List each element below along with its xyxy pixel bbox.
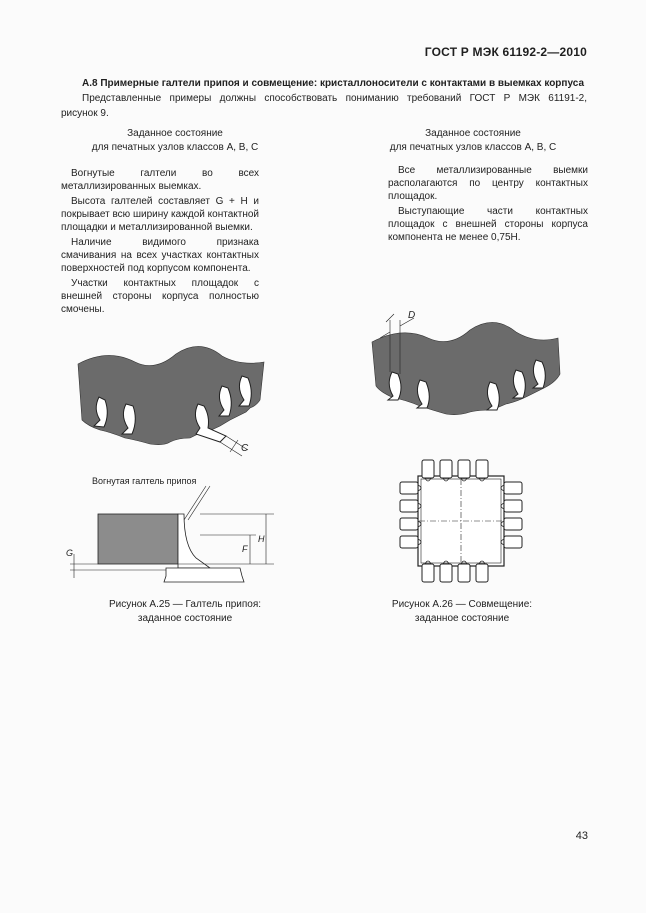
left-state-title: Заданное состояние	[127, 128, 223, 139]
component-body	[78, 346, 264, 444]
caption-line: Рисунок А.26 — Совмещение:	[391, 599, 533, 610]
label-c: C	[241, 443, 249, 454]
caption-line: заданное состояние	[414, 613, 510, 624]
fillet-callout: Вогнутая галтель припоя	[92, 476, 197, 486]
left-paragraph: Вогнутые галтели во всех металлизированных выемках.	[61, 168, 259, 192]
figure-a25-terminations	[70, 342, 280, 462]
figure-a25-caption	[70, 598, 300, 626]
left-paragraph: Высота галтелей составляет G + H и покрывает всю ширину каждой контактной площадки и металлизированной выемки.	[61, 196, 259, 233]
contact-pad	[164, 568, 244, 582]
figure-a26-terminations	[366, 304, 590, 428]
label-g: G	[66, 548, 74, 558]
right-paragraph: Все металлизированные выемки располагаются по центру контактных площадок.	[388, 165, 588, 202]
left-paragraph: Наличие видимого признака смачивания на всех участках контактных поверхностей под корпусом компонента.	[61, 237, 259, 274]
figure-a26-top-view	[396, 454, 526, 588]
figure-a26-caption	[352, 598, 572, 626]
caption-line: заданное состояние	[137, 613, 233, 624]
label-h: H	[258, 534, 265, 544]
intro-paragraph	[61, 92, 587, 121]
right-state-heading	[359, 127, 587, 155]
caption-line: Рисунок А.25 — Галтель припоя:	[108, 599, 262, 610]
left-state-subtitle: для печатных узлов классов А, В, С	[91, 142, 259, 153]
component-side	[98, 514, 178, 564]
figure-a25-side-view	[50, 472, 280, 592]
left-paragraph: Участки контактных площадок с внешней стороны корпуса полностью смочены.	[61, 278, 259, 315]
solder-fillet	[178, 514, 210, 568]
right-column-text	[388, 164, 588, 246]
document-header: ГОСТ Р МЭК 61192-2—2010	[424, 45, 587, 59]
page-number: 43	[575, 830, 588, 842]
intro-line-2: рисунок 9.	[61, 107, 109, 119]
intro-line-1: Представленные примеры должны способствовать пониманию требований ГОСТ Р МЭК 61191-2,	[82, 93, 587, 104]
right-state-title: Заданное состояние	[425, 128, 521, 139]
label-f: F	[242, 544, 248, 554]
label-d: D	[408, 310, 416, 321]
right-paragraph: Выступающие части контактных площадок с внешней стороны корпуса компонента не менее 0,75H.	[388, 206, 588, 243]
right-state-subtitle: для печатных узлов классов А, В, С	[389, 142, 557, 153]
left-column-text	[61, 167, 259, 318]
left-state-heading	[61, 127, 289, 155]
section-title: А.8 Примерные галтели припоя и совмещение: кристаллоносители с контактами в выемках корпуса	[82, 78, 585, 89]
